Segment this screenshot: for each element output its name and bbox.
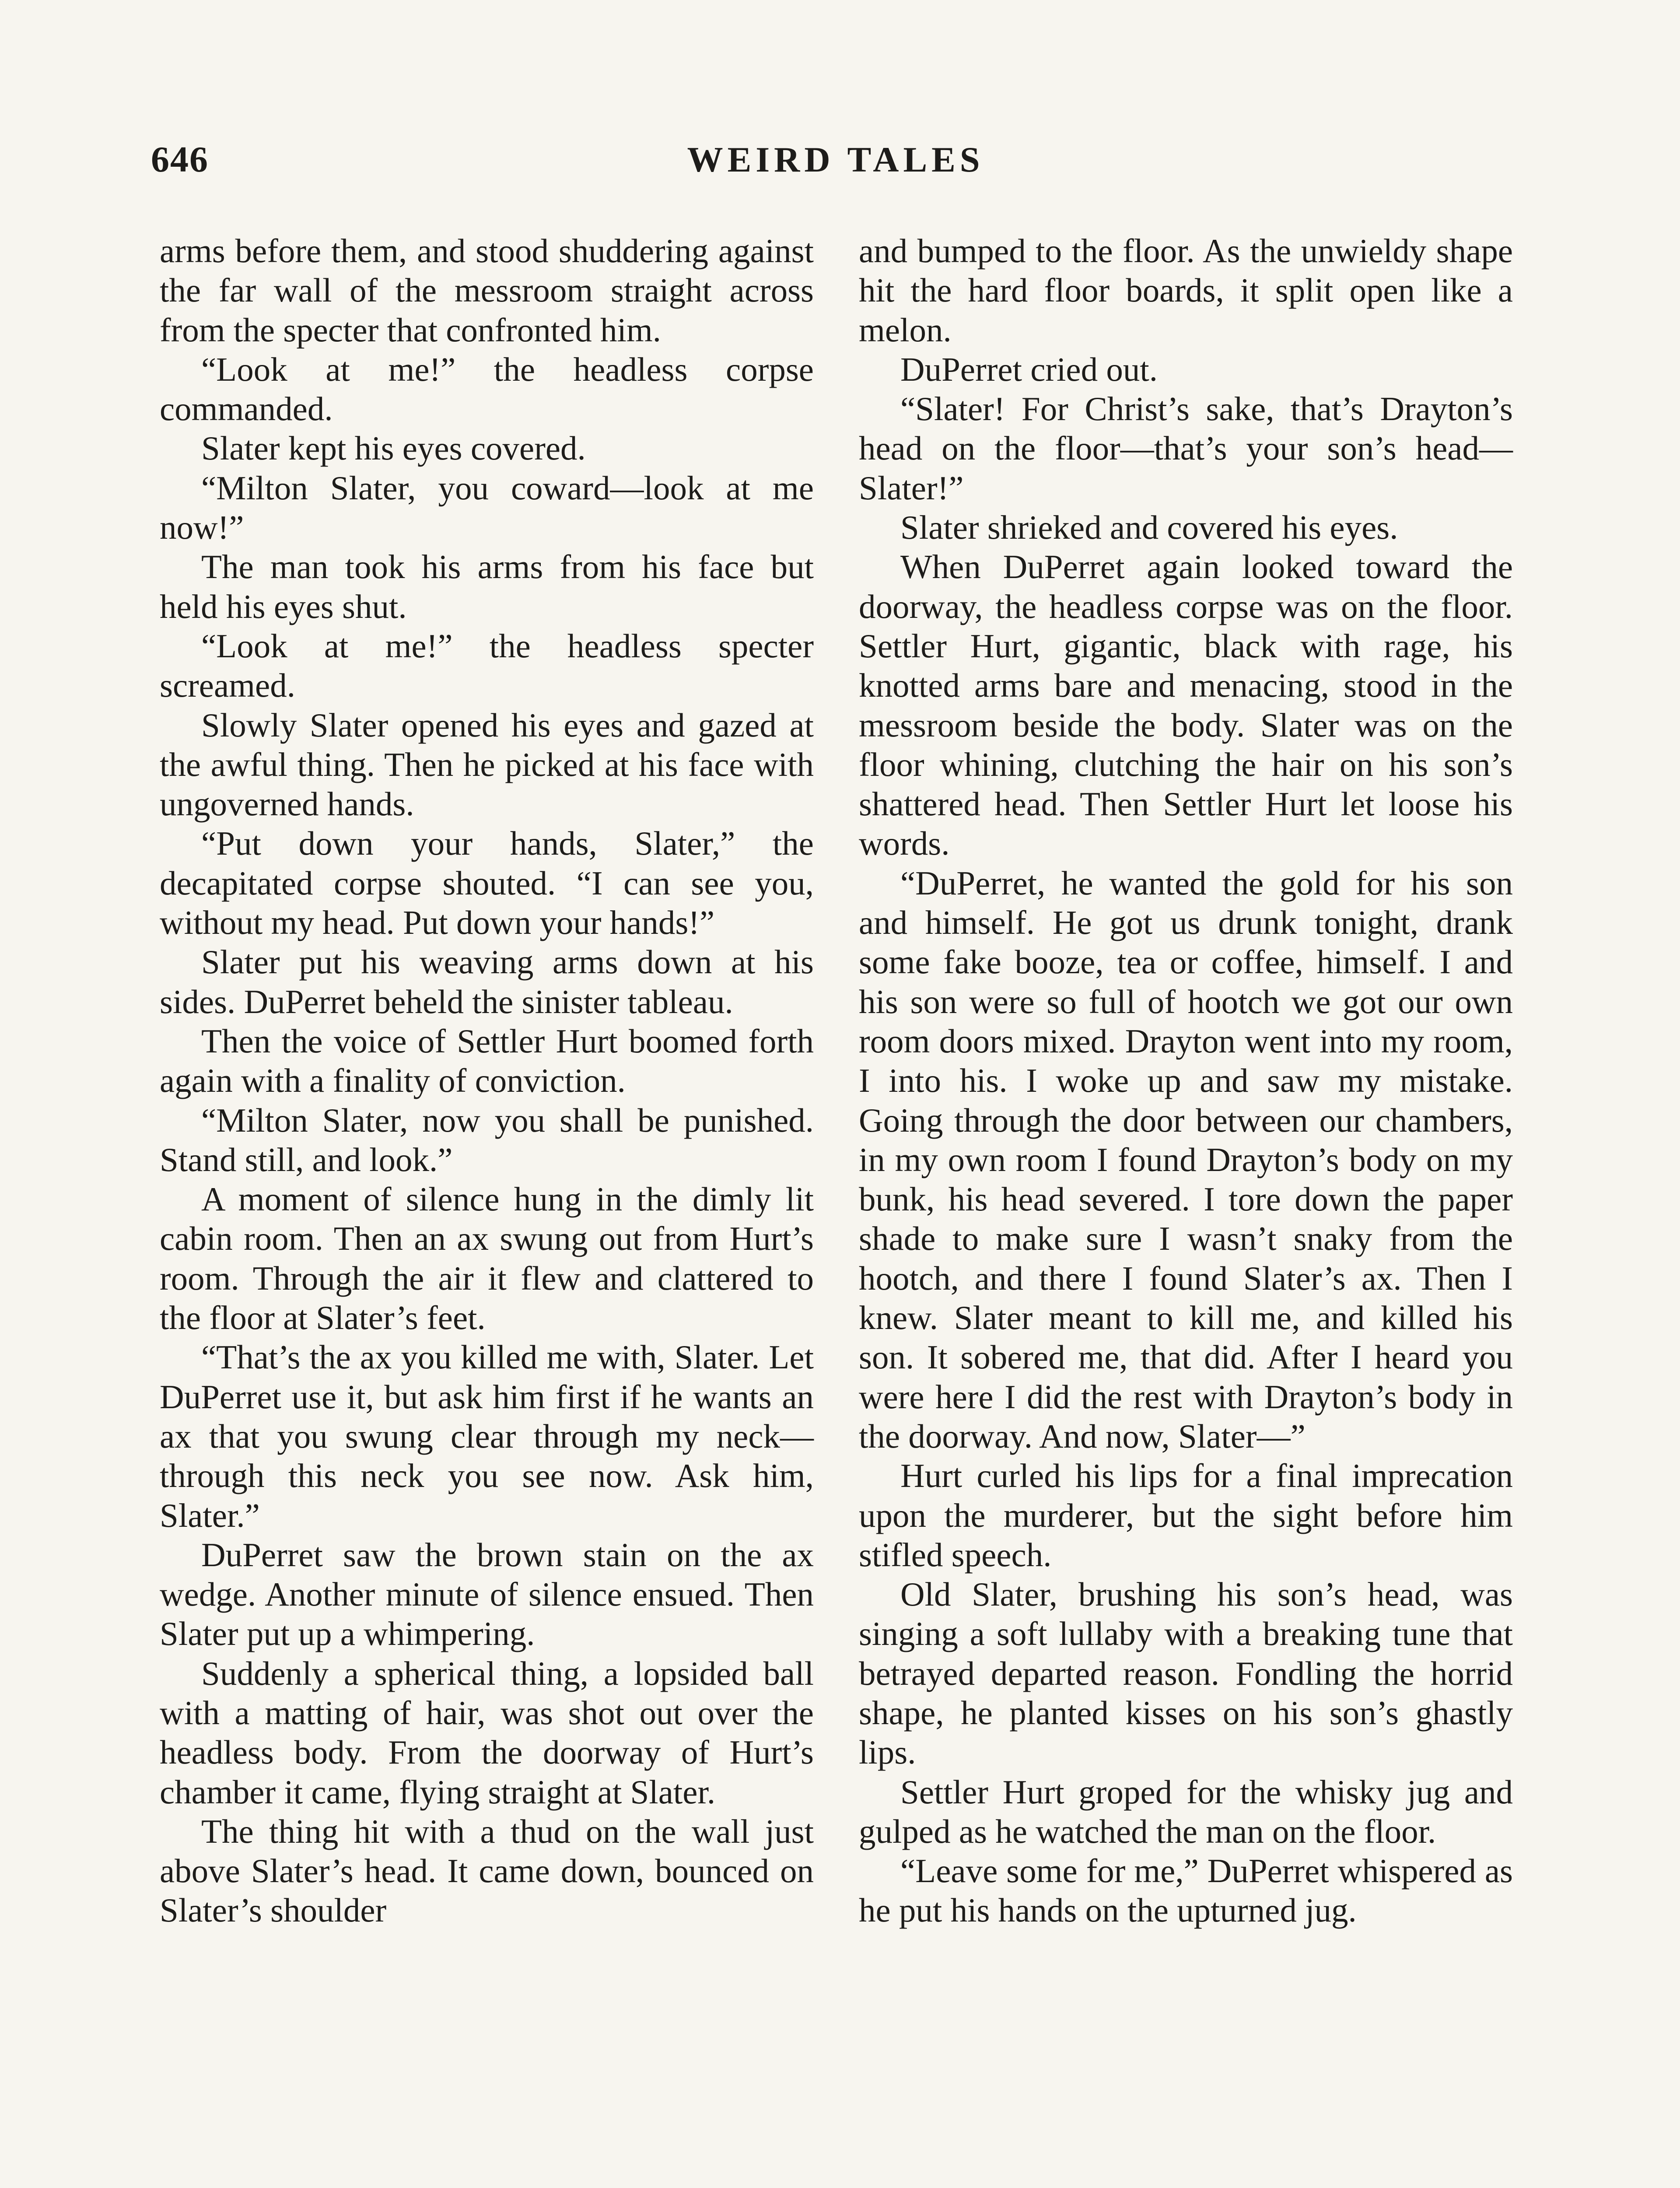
paragraph: “Milton Slater, you coward—look at me now!” xyxy=(160,469,814,547)
paragraph: Old Slater, brushing his son’s head, was singing a soft lullaby with a breaking tune that betrayed departed reason. Fondling the horrid shape, he planted kisses on his son’s ghastly lips. xyxy=(859,1575,1513,1771)
paragraph: “That’s the ax you killed me with, Slater. Let DuPerret use it, but ask him first if he wants an ax that you swung clear through my neck—through this neck you see now. Ask him, Slater.” xyxy=(160,1338,814,1534)
paragraph: “Look at me!” the headless corpse commanded. xyxy=(160,350,814,428)
paragraph: The thing hit with a thud on the wall just above Slater’s head. It came down, bounced on Slater’s shoulder xyxy=(160,1812,814,1929)
left-text-column xyxy=(160,231,814,1930)
paragraph: “Milton Slater, now you shall be punished. Stand still, and look.” xyxy=(160,1101,814,1178)
page-number: 646 xyxy=(151,139,209,180)
paragraph: Hurt curled his lips for a final imprecation upon the murderer, but the sight before him stifled speech. xyxy=(859,1457,1513,1574)
paragraph: Then the voice of Settler Hurt boomed forth again with a finality of conviction. xyxy=(160,1022,814,1100)
paragraph: “Leave some for me,” DuPerret whispered as he put his hands on the upturned jug. xyxy=(859,1852,1513,1929)
paragraph: “Slater! For Christ’s sake, that’s Drayton’s head on the floor—that’s your son’s head—Slater!” xyxy=(859,390,1513,507)
paragraph: Slater shrieked and covered his eyes. xyxy=(900,508,1398,547)
paragraph: Suddenly a spherical thing, a lopsided ball with a matting of hair, was shot out over the headless body. From the doorway of Hurt’s chamber it came, flying straight at Slater. xyxy=(160,1654,814,1811)
paragraph: DuPerret saw the brown stain on the ax wedge. Another minute of silence ensued. Then Slater put up a whimpering. xyxy=(160,1536,814,1653)
paragraph: The man took his arms from his face but held his eyes shut. xyxy=(160,548,814,625)
paragraph: arms before them, and stood shuddering against the far wall of the messroom straight across from the specter that confronted him. xyxy=(160,232,814,349)
paragraph: Slater kept his eyes covered. xyxy=(201,429,586,467)
paragraph: “Put down your hands, Slater,” the decapitated corpse shouted. “I can see you, without my head. Put down your hands!” xyxy=(160,824,814,942)
paragraph: Slater put his weaving arms down at his sides. DuPerret beheld the sinister tableau. xyxy=(160,943,814,1020)
paragraph: “DuPerret, he wanted the gold for his son and himself. He got us drunk tonight, drank some fake booze, tea or coffee, himself. I and his son were so full of hootch we got our own room doors mixed. Drayton went into my room, I into his. I woke up and saw my mistake. Going through the door between our chambers, in my own room I found Drayton’s body on my bunk, his head severed. I tore down the paper shade to make sure I wasn’t snaky from the hootch, and there I found Slater’s ax. Then I knew. Slater meant to kill me, and killed his son. It sobered me, that did. After I heard you were here I did the rest with Drayton’s body in the doorway. And now, Slater—” xyxy=(859,864,1513,1455)
right-text-column xyxy=(859,231,1513,1930)
paragraph: “Look at me!” the headless specter screamed. xyxy=(160,627,814,705)
paragraph: DuPerret cried out. xyxy=(900,350,1158,388)
page-header xyxy=(151,131,1520,188)
paragraph: A moment of silence hung in the dimly lit cabin room. Then an ax swung out from Hurt’s room. Through the air it flew and clattered to the floor at Slater’s feet. xyxy=(160,1180,814,1337)
paragraph: Slowly Slater opened his eyes and gazed at the awful thing. Then he picked at his face with ungoverned hands. xyxy=(160,706,814,823)
running-title: WEIRD TALES xyxy=(687,140,984,179)
paragraph: When DuPerret again looked toward the doorway, the headless corpse was on the floor. Settler Hurt, gigantic, black with rage, his knotted arms bare and menacing, stood in the messroom beside the body. Slater was on the floor whining, clutching the hair on his son’s shattered head. Then Settler Hurt let loose his words. xyxy=(859,548,1513,863)
paragraph: Settler Hurt groped for the whisky jug and gulped as he watched the man on the floor. xyxy=(859,1773,1513,1850)
paragraph: and bumped to the floor. As the unwieldy shape hit the hard floor boards, it split open like a melon. xyxy=(859,232,1513,349)
